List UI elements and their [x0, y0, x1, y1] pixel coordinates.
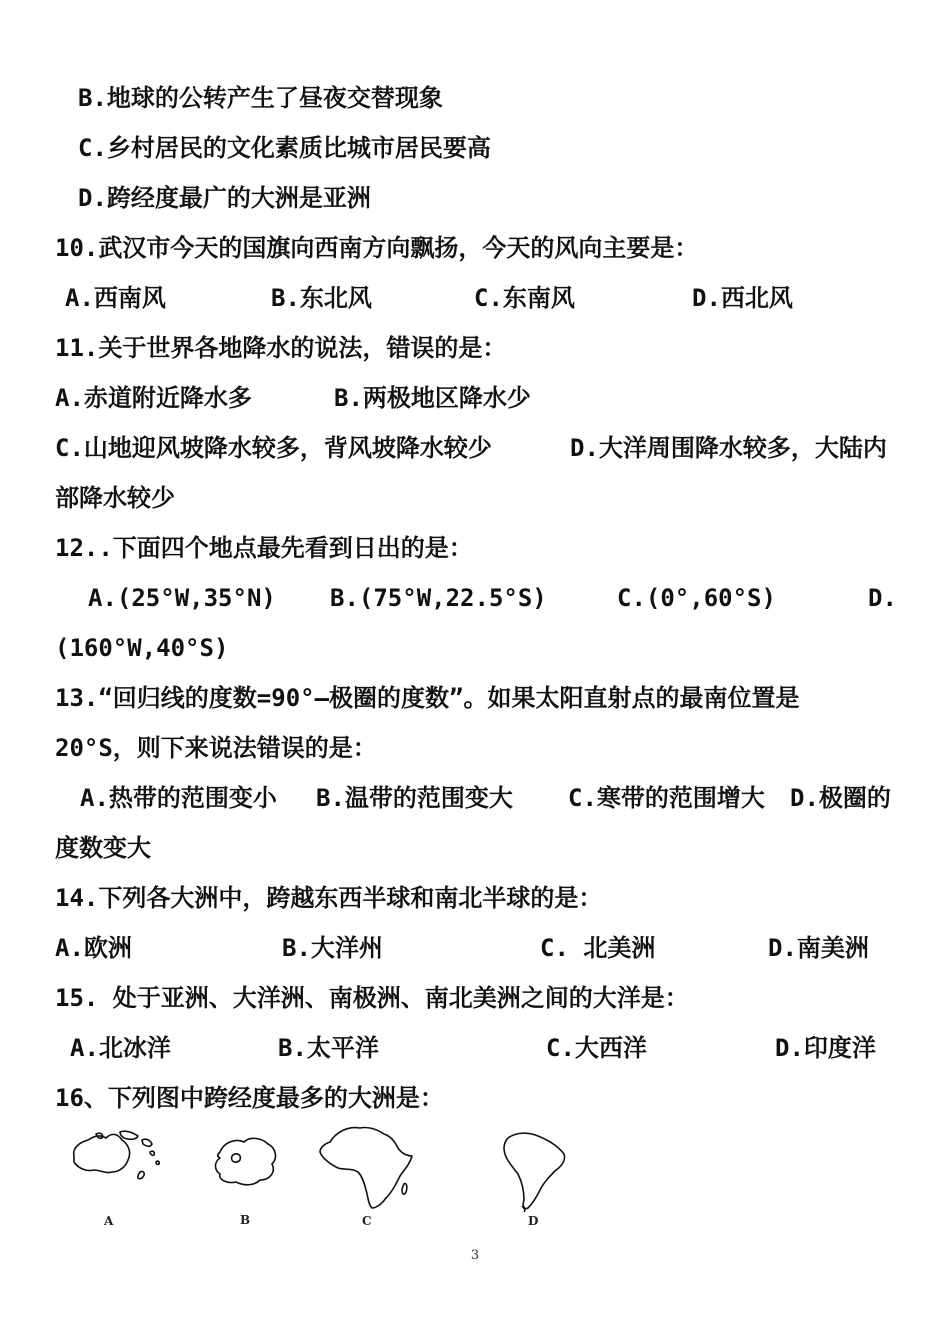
q12-continuation-text: (160°W,40°S) — [55, 634, 229, 662]
q11-option-a: A.赤道附近降水多 — [55, 384, 252, 412]
q10-option-d: D.西北风 — [692, 284, 793, 312]
q12-stem-text: 12..下面四个地点最先看到日出的是： — [55, 534, 473, 562]
q13-stem-text: 13.“回归线的度数=90°—极圈的度数”。如果太阳直射点的最南位置是 — [55, 684, 800, 712]
q12-option-d: D. — [868, 584, 897, 612]
q11-option-c: C.山地迎风坡降水较多，背风坡降水较少 — [55, 434, 492, 462]
q9-option-c-text: C.乡村居民的文化素质比城市居民要高 — [78, 134, 491, 162]
q13-option-d: D.极圈的 — [790, 784, 891, 812]
antarctica-outline-icon — [210, 1134, 282, 1190]
q11-stem-text: 11.关于世界各地降水的说法，错误的是： — [55, 334, 507, 362]
map-australia-oceania — [66, 1126, 166, 1186]
q14-option-c: C. 北美洲 — [540, 934, 656, 962]
q12-option-a: A.(25°W,35°N) — [88, 584, 276, 612]
africa-outline-icon — [312, 1122, 420, 1210]
q10-option-a: A.西南风 — [65, 284, 166, 312]
q15-stem-text: 15. 处于亚洲、大洋洲、南极洲、南北美洲之间的大洋是： — [55, 984, 689, 1012]
q13-continuation-text: 度数变大 — [55, 834, 151, 862]
page-number: 3 — [470, 1248, 480, 1263]
q13-option-b: B.温带的范围变大 — [316, 784, 513, 812]
q11-option-d: D.大洋周围降水较多，大陆内 — [570, 434, 887, 462]
q14-stem-text: 14.下列各大洲中，跨越东西半球和南北半球的是： — [55, 884, 603, 912]
q16-stem-text: 16、下列图中跨经度最多的大洲是： — [55, 1084, 444, 1112]
q9-option-b-text: B.地球的公转产生了昼夜交替现象 — [78, 84, 443, 112]
map-africa — [312, 1122, 420, 1210]
q13-option-c: C.寒带的范围增大 — [568, 784, 765, 812]
q14-option-d: D.南美洲 — [768, 934, 869, 962]
map-label-a: A — [104, 1214, 114, 1228]
q11-continuation-text: 部降水较少 — [55, 484, 175, 512]
q15-option-b: B.太平洋 — [278, 1034, 379, 1062]
q11-option-b: B.两极地区降水少 — [334, 384, 531, 412]
map-label-d: D — [528, 1214, 539, 1228]
map-label-c: C — [362, 1214, 372, 1228]
australia-outline-icon — [66, 1126, 166, 1186]
q15-option-a: A.北冰洋 — [70, 1034, 171, 1062]
q15-option-c: C.大西洋 — [546, 1034, 647, 1062]
south-america-outline-icon — [498, 1128, 572, 1212]
q9-option-d-text: D.跨经度最广的大洲是亚洲 — [78, 184, 371, 212]
map-label-b: B — [240, 1213, 251, 1227]
q13-stem2-text: 20°S，则下来说法错误的是： — [55, 734, 377, 762]
q10-option-c: C.东南风 — [474, 284, 575, 312]
q10-option-b: B.东北风 — [271, 284, 372, 312]
map-antarctica — [210, 1134, 282, 1190]
map-south-america — [498, 1128, 572, 1212]
q14-option-b: B.大洋州 — [282, 934, 383, 962]
q14-option-a: A.欧洲 — [55, 934, 132, 962]
q10-stem-text: 10.武汉市今天的国旗向西南方向飘扬，今天的风向主要是： — [55, 234, 699, 262]
q15-option-d: D.印度洋 — [775, 1034, 876, 1062]
q12-option-b: B.(75°W,22.5°S) — [330, 584, 547, 612]
q13-option-a: A.热带的范围变小 — [80, 784, 277, 812]
q12-option-c: C.(0°,60°S) — [617, 584, 776, 612]
